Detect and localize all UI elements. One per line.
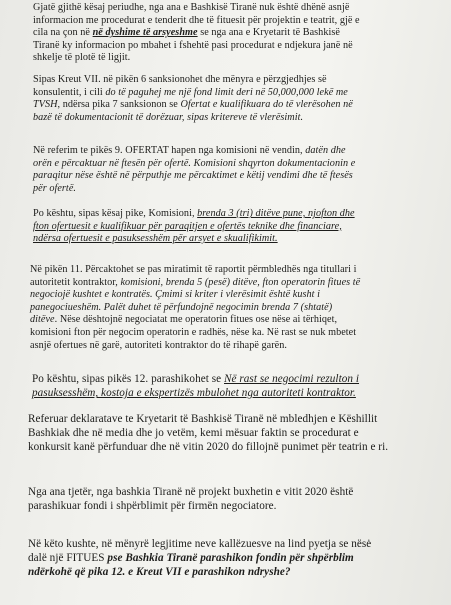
text-run: pasuksesshëm, kostoja e ekspertizës mbulohet nga autoriteti kontraktor. (32, 387, 356, 400)
text-line (30, 264, 360, 277)
text-run: Nga ana tjetër, nga bashkia Tiranë në projekt buxhetin e vitit 2020 është (28, 486, 354, 498)
text-line (28, 537, 371, 551)
text-line (33, 221, 355, 234)
text-run: autoritetit kontraktor, (30, 276, 121, 288)
text-run: se nga ana e Kryetarit të Bashkisë (197, 27, 340, 39)
text-run: Në referim te pikës 9. OFERTAT hapen nga komisioni në vendin, (33, 145, 306, 156)
text-run: panegociueshëm. Palët duhet të përfundojnë negocimin brenda 7 (shtatë) (30, 301, 333, 313)
text-run: Gjatë gjithë kësaj periudhe, nga ana e Bashkisë Tiranë nuk është dhënë asnjë (33, 2, 350, 13)
text-run: shkelje të plotë të ligjit. (33, 52, 131, 64)
text-run: do të paguhej me një fond limit deri në 50,000,000 lekë me (105, 86, 348, 98)
text-run: ndërsa ofertuesit e pasuksesshëm për arsyet e skualifikimit. (33, 233, 278, 245)
text-line (30, 314, 360, 327)
text-line (33, 27, 360, 40)
text-run: Ofertat e kualifikuara do të vlerësohen në (180, 99, 353, 111)
text-run: Në rast se negocimi rezulton i (224, 373, 360, 385)
text-run: , ndërsa pika 7 sanksionon se (57, 99, 181, 111)
text-run: Në këto kushte, në mënyrë legjitime neve kallëzuesve na lind pyetja se nësė (28, 538, 372, 550)
text-run: Sipas Kreut VII. në pikën 6 sanksionohet dhe mënyra e përzgjedhjes së (33, 74, 327, 85)
text-line (33, 170, 355, 183)
text-line (33, 99, 353, 112)
text-line (33, 208, 355, 221)
text-run: pse Bashkia Tiranë parashikon fondin për shpërblim (107, 552, 354, 565)
text-line (28, 565, 371, 579)
paragraph-budget-fund (28, 485, 353, 513)
text-line (33, 183, 355, 196)
text-run: fton ofertuesit e kualifikuar për paraqitjen e ofertës teknike dhe financiare, (33, 220, 342, 232)
text-run: Referuar deklaratave te Kryetarit të Bashkisë Tiranë në mbledhjen e Këshillit (28, 413, 378, 425)
text-line (33, 87, 353, 100)
text-line (28, 412, 388, 426)
text-run: . Nëse dështojnë negociatat me operatorin fitues ose nëse ai tërhiqet, (54, 314, 338, 326)
text-run: parashikuar fondi i shpërblimit për firmën negociatore. (28, 500, 277, 513)
text-line (33, 52, 360, 65)
text-run: ndërkohë që pika 12. e Kreut VII e parashikon ndryshe? (28, 566, 291, 579)
text-run: bazë të dokumentacionit të dorëzuar, sipas kritereve të vlerësimit. (33, 111, 304, 123)
text-run: negociojë kushtet e kontratës. Çmimi si kriter i vlerësimit është kusht i (30, 289, 320, 301)
text-line (30, 289, 360, 302)
text-run: në dyshime të arsyeshme (92, 27, 198, 39)
paragraph-tender-secrecy (33, 2, 360, 65)
text-run: komisioni fton për negocim operatorin e radhës, nëse ka. Në rast se nuk mbetet (30, 326, 357, 338)
text-line (32, 386, 359, 400)
text-run: konkursit kanë përfunduar dhe në vitin 2020 do fillojnë punimet për teatrin e ri. (28, 441, 389, 454)
paragraph-offers-opening (33, 145, 355, 195)
text-line (33, 2, 360, 15)
text-run: Bashkiak dhe në media dhe jo vetëm, kemi mësuar faktin se procedurat e (28, 427, 359, 440)
text-line (33, 112, 353, 125)
text-line (33, 233, 355, 246)
text-run: konsulentit, i cili (33, 86, 106, 98)
text-line (28, 551, 371, 565)
text-line (28, 499, 353, 513)
paragraph-commission-notice (33, 208, 355, 246)
text-run: dalë një FITUES (28, 552, 108, 565)
text-run: ditëve (30, 314, 55, 326)
text-line (28, 426, 388, 440)
paragraph-point-twelve (32, 372, 359, 400)
paragraph-negotiation-rules (30, 264, 360, 352)
text-run: Në pikën 11. Përcaktohet se pas miratimit të raportit përmbledhës nga titullari i (30, 264, 357, 275)
text-run: asnjë ofertues në garë, autoriteti kontraktor do të rihapë garën. (30, 339, 287, 351)
text-run: Po kështu, sipas kësaj pike, Komisioni, (33, 208, 198, 219)
text-line (33, 40, 360, 53)
text-run: informacion me procedurat e tenderit dhe të fituesit për projektin e teatrit, gjë e (33, 14, 360, 26)
text-line (30, 277, 360, 290)
text-line (33, 15, 360, 28)
paragraph-consultant-selection (33, 74, 353, 124)
text-run: cila na çon në (33, 27, 93, 39)
text-line (32, 372, 359, 386)
text-run: Po kështu, sipas pikës 12. parashikohet se (32, 373, 225, 385)
text-line (33, 74, 353, 87)
paragraph-legitimate-question (28, 537, 371, 580)
text-line (33, 145, 355, 158)
text-run: orën e përcaktuar në ftesën për ofertë. Komisioni shqyrton dokumentacionin e (33, 157, 356, 169)
text-line (30, 327, 360, 340)
text-line (30, 302, 360, 315)
text-line (28, 485, 353, 499)
text-line (30, 340, 360, 353)
text-run: TVSH (33, 99, 58, 111)
text-run: Tiranë ky informacion po mbahet i fshehtë pasi procedurat e ndjekura janë në (33, 39, 353, 51)
text-line (28, 440, 388, 454)
text-run: komisioni, brenda 5 (pesë) ditëve, fton operatorin fitues të (120, 276, 361, 288)
text-run: brenda 3 (tri) ditëve pune, njofton dhe (197, 208, 355, 219)
text-line (33, 158, 355, 171)
paragraph-mayor-declarations (28, 412, 388, 455)
text-run: për ofertë. (33, 182, 76, 194)
text-run: datën dhe (305, 145, 346, 156)
text-run: paraqitur nëse është në përputhje me përcaktimet e këtij vendimi dhe të ftesës (33, 170, 353, 182)
